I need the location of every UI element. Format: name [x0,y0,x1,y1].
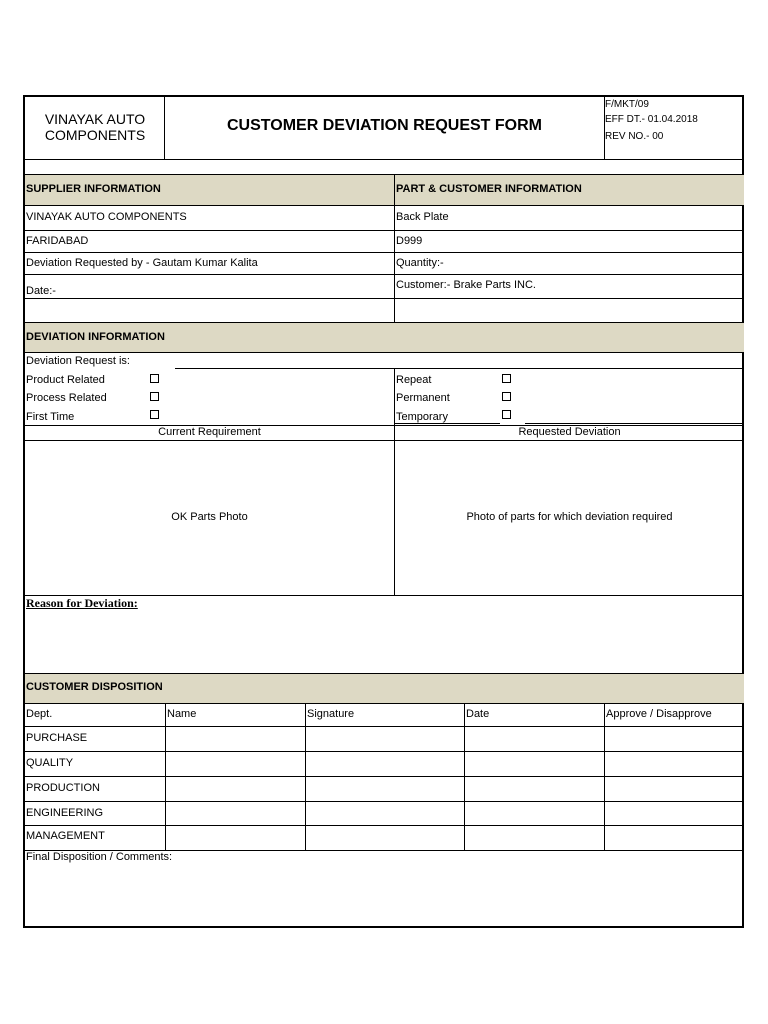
rule [25,274,744,275]
revision-number: REV NO.- 00 [605,131,664,142]
requested-by: Deviation Requested by - Gautam Kumar Kalita [26,257,258,269]
rule [175,368,744,369]
col-dept: Dept. [26,708,53,720]
supplier-city: FARIDABAD [26,235,89,247]
col-date: Date [466,708,490,720]
repeat-checkbox[interactable] [502,374,511,383]
deviation-info-heading: DEVIATION INFORMATION [26,331,165,343]
deviation-request-label: Deviation Request is: [26,355,130,367]
requested-deviation-label: Requested Deviation [518,426,621,438]
permanent-checkbox[interactable] [502,392,511,401]
rule [525,423,744,424]
dept-production: PRODUCTION [26,782,100,794]
customer-disposition-heading: CUSTOMER DISPOSITION [26,681,163,693]
rule [25,205,744,206]
deviation-request-form [23,95,744,928]
rule [25,230,744,231]
part-name: Back Plate [396,211,449,223]
product-related-checkbox[interactable] [150,374,159,383]
supplier-info-heading: SUPPLIER INFORMATION [26,183,161,195]
rule [394,175,395,322]
ok-parts-photo-label: OK Parts Photo [171,511,248,523]
supplier-name: VINAYAK AUTO COMPONENTS [26,211,187,223]
effective-date: EFF DT.- 01.04.2018 [605,114,698,125]
customer-name: Customer:- Brake Parts INC. [396,279,536,291]
col-approve-disapprove: Approve / Disapprove [606,708,712,720]
first-time-checkbox[interactable] [150,410,159,419]
final-disposition-field[interactable] [25,865,744,928]
reason-for-deviation-field[interactable] [25,611,744,673]
dept-engineering: ENGINEERING [26,807,104,819]
rule [25,252,744,253]
reason-for-deviation-label: Reason for Deviation: [26,596,138,610]
rule [25,352,744,353]
deviation-parts-photo-area[interactable] [395,441,744,595]
col-name: Name [167,708,197,720]
option-temporary: Temporary [396,411,448,423]
part-info-heading: PART & CUSTOMER INFORMATION [396,183,582,195]
form-title: CUSTOMER DEVIATION REQUEST FORM [227,117,542,134]
temporary-checkbox[interactable] [502,410,511,419]
col-signature: Signature [307,708,355,720]
rule [25,751,744,752]
rule [25,703,744,704]
dept-quality: QUALITY [26,757,74,769]
final-disposition-label: Final Disposition / Comments: [26,851,173,863]
dept-management: MANAGEMENT [26,830,105,842]
part-number: D999 [396,235,423,247]
rule [395,423,500,424]
option-repeat: Repeat [396,374,432,386]
option-product-related: Product Related [26,374,105,386]
rule [25,825,744,826]
ok-parts-photo-area[interactable] [25,441,394,595]
rule [25,159,744,160]
date-label: Date:- [26,285,56,297]
quantity-label: Quantity:- [396,257,444,269]
process-related-checkbox[interactable] [150,392,159,401]
dept-purchase: PURCHASE [26,732,88,744]
company-name: VINAYAK AUTO COMPONENTS [44,111,146,143]
rule [25,298,744,299]
rule [25,776,744,777]
deviation-parts-photo-label: Photo of parts for which deviation required [466,511,673,523]
option-process-related: Process Related [26,392,107,404]
option-permanent: Permanent [396,392,450,404]
rule [25,726,744,727]
current-requirement-label: Current Requirement [158,426,261,438]
rule [25,801,744,802]
doc-number: F/MKT/09 [605,99,649,110]
option-first-time: First Time [26,411,75,423]
